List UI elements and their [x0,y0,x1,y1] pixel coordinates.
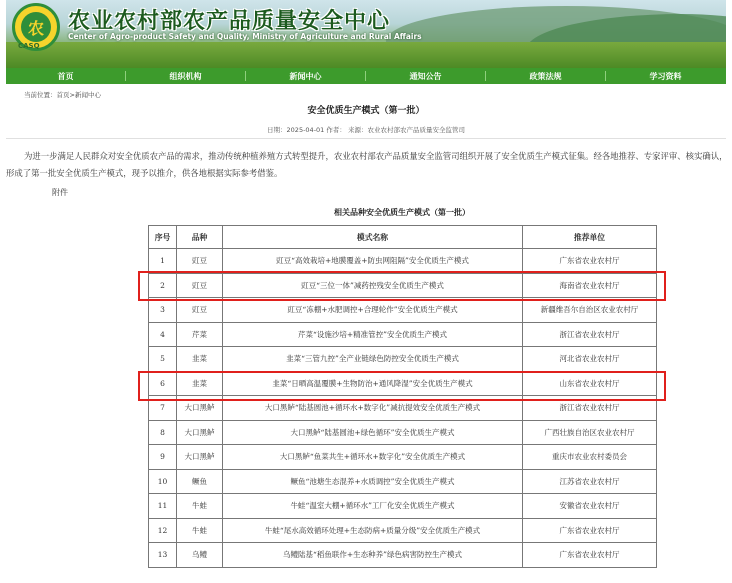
table-row [149,469,657,494]
row-recommender: 广东省农业农村厅 [523,249,657,274]
header-index: 序号 [149,226,177,249]
table-title: 相关品种安全优质生产模式（第一批） [334,207,470,217]
nav-item-notices[interactable]: 通知公告 [409,71,442,81]
row-mode-name: 韭菜“三管九控”全产业链绿色防控安全优质生产模式 [223,347,523,372]
table-row [149,249,657,274]
row-variety: 鳜鱼 [177,469,223,494]
row-mode-name: 芹菜“设施沙培+精准管控”安全优质生产模式 [223,322,523,347]
table-row [149,347,657,372]
row-recommender: 海南省农业农村厅 [523,273,657,298]
row-index: 6 [149,371,177,396]
row-mode-name: 豇豆“高效栽培+地膜覆盖+防虫网阻隔”安全优质生产模式 [223,249,523,274]
row-variety: 豇豆 [177,273,223,298]
row-recommender: 山东省农业农村厅 [523,371,657,396]
table-row [149,322,657,347]
row-index: 2 [149,273,177,298]
row-variety: 牛蛙 [177,518,223,543]
page-title: 安全优质生产模式（第一批） [307,106,425,116]
row-variety: 韭菜 [177,347,223,372]
header-variety: 品种 [177,226,223,249]
table-header-row [149,226,657,249]
row-variety: 大口黑鲈 [177,396,223,421]
nav-item-news[interactable]: 新闻中心 [289,71,322,81]
row-index: 4 [149,322,177,347]
row-index: 9 [149,445,177,470]
nav-item-organization[interactable]: 组织机构 [169,71,202,81]
row-recommender: 新疆维吾尔自治区农业农村厅 [523,298,657,323]
row-index: 10 [149,469,177,494]
row-variety: 大口黑鲈 [177,445,223,470]
row-mode-name: 韭菜“日晒高温覆膜+生物防治+通风降湿”安全优质生产模式 [223,371,523,396]
article-meta: 日期：2025-04-01 作者： 来源：农业农村部农产品质量安全监管司 [267,126,465,134]
header-mode-name: 模式名称 [223,226,523,249]
row-index: 8 [149,420,177,445]
logo-text: CASQ [18,42,40,50]
row-mode-name: 大口黑鲈“陆基圆池+循环水+数字化”减抗提效安全优质生产模式 [223,396,523,421]
row-recommender: 广西壮族自治区农业农村厅 [523,420,657,445]
table-row [149,273,657,298]
row-variety: 韭菜 [177,371,223,396]
row-recommender: 重庆市农业农村委员会 [523,445,657,470]
row-recommender: 广东省农业农村厅 [523,543,657,568]
divider [6,138,726,139]
row-index: 12 [149,518,177,543]
row-variety: 豇豆 [177,249,223,274]
row-index: 11 [149,494,177,519]
row-mode-name: 豇豆“冻棚+水肥调控+合理轮作”安全优质生产模式 [223,298,523,323]
row-mode-name: 豇豆“三位一体”减药控残安全优质生产模式 [223,273,523,298]
attachment-label: 附件 [52,188,68,197]
nav-item-home[interactable]: 首页 [57,71,74,81]
row-index: 1 [149,249,177,274]
row-index: 13 [149,543,177,568]
row-variety: 牛蛙 [177,494,223,519]
row-mode-name: 大口黑鲈“鱼菜共生+循环水+数字化”安全优质生产模式 [223,445,523,470]
nav-item-policies[interactable]: 政策法规 [529,71,562,81]
table-row [149,518,657,543]
table-row [149,543,657,568]
site-title: 农业农村部农产品质量安全中心 [68,8,391,34]
main-nav [6,68,726,84]
table-row [149,445,657,470]
row-variety: 乌鳢 [177,543,223,568]
row-variety: 豇豆 [177,298,223,323]
row-mode-name: 乌鳢陆基“稻鱼联作+生态种养”绿色病害防控生产模式 [223,543,523,568]
header-recommender: 推荐单位 [523,226,657,249]
row-recommender: 江苏省农业农村厅 [523,469,657,494]
banner-field [6,42,726,68]
site-title-en: Center of Agro-product Safety and Quality, Ministry of Agriculture and Rural Affairs [68,32,422,41]
row-index: 5 [149,347,177,372]
row-mode-name: 牛蛙“尾水高效循环处理+生态防病+质量分级”安全优质生产模式 [223,518,523,543]
table-row [149,371,657,396]
row-recommender: 浙江省农业农村厅 [523,322,657,347]
article-body: 为进一步满足人民群众对安全优质农产品的需求，推动传统种植养殖方式转型提升，农业农村部农产品质量安全监管司组织开展了安全优质生产模式征集。经各地推荐、专家评审、核实确认，形成了第一批安全优质生产模式，现予以推介，供各地根据实际参考借鉴。 [6,151,728,178]
header-banner [6,0,726,68]
production-mode-table [148,225,657,568]
row-variety: 芹菜 [177,322,223,347]
row-mode-name: 鳜鱼“池塘生态混养+水质调控”安全优质生产模式 [223,469,523,494]
row-recommender: 广东省农业农村厅 [523,518,657,543]
table-row [149,298,657,323]
row-recommender: 安徽省农业农村厅 [523,494,657,519]
table-row [149,396,657,421]
row-variety: 大口黑鲈 [177,420,223,445]
row-index: 7 [149,396,177,421]
logo-glyph: 农 [21,12,51,42]
row-recommender: 浙江省农业农村厅 [523,396,657,421]
table-row [149,420,657,445]
row-index: 3 [149,298,177,323]
row-recommender: 河北省农业农村厅 [523,347,657,372]
nav-item-learning[interactable]: 学习资料 [649,71,682,81]
row-mode-name: 牛蛙“温室大棚+循环水”工厂化安全优质生产模式 [223,494,523,519]
breadcrumb[interactable]: 当前位置：首页>新闻中心 [24,91,101,99]
table-body [149,249,657,568]
row-mode-name: 大口黑鲈“陆基圆池+绿色循环”安全优质生产模式 [223,420,523,445]
table-row [149,494,657,519]
